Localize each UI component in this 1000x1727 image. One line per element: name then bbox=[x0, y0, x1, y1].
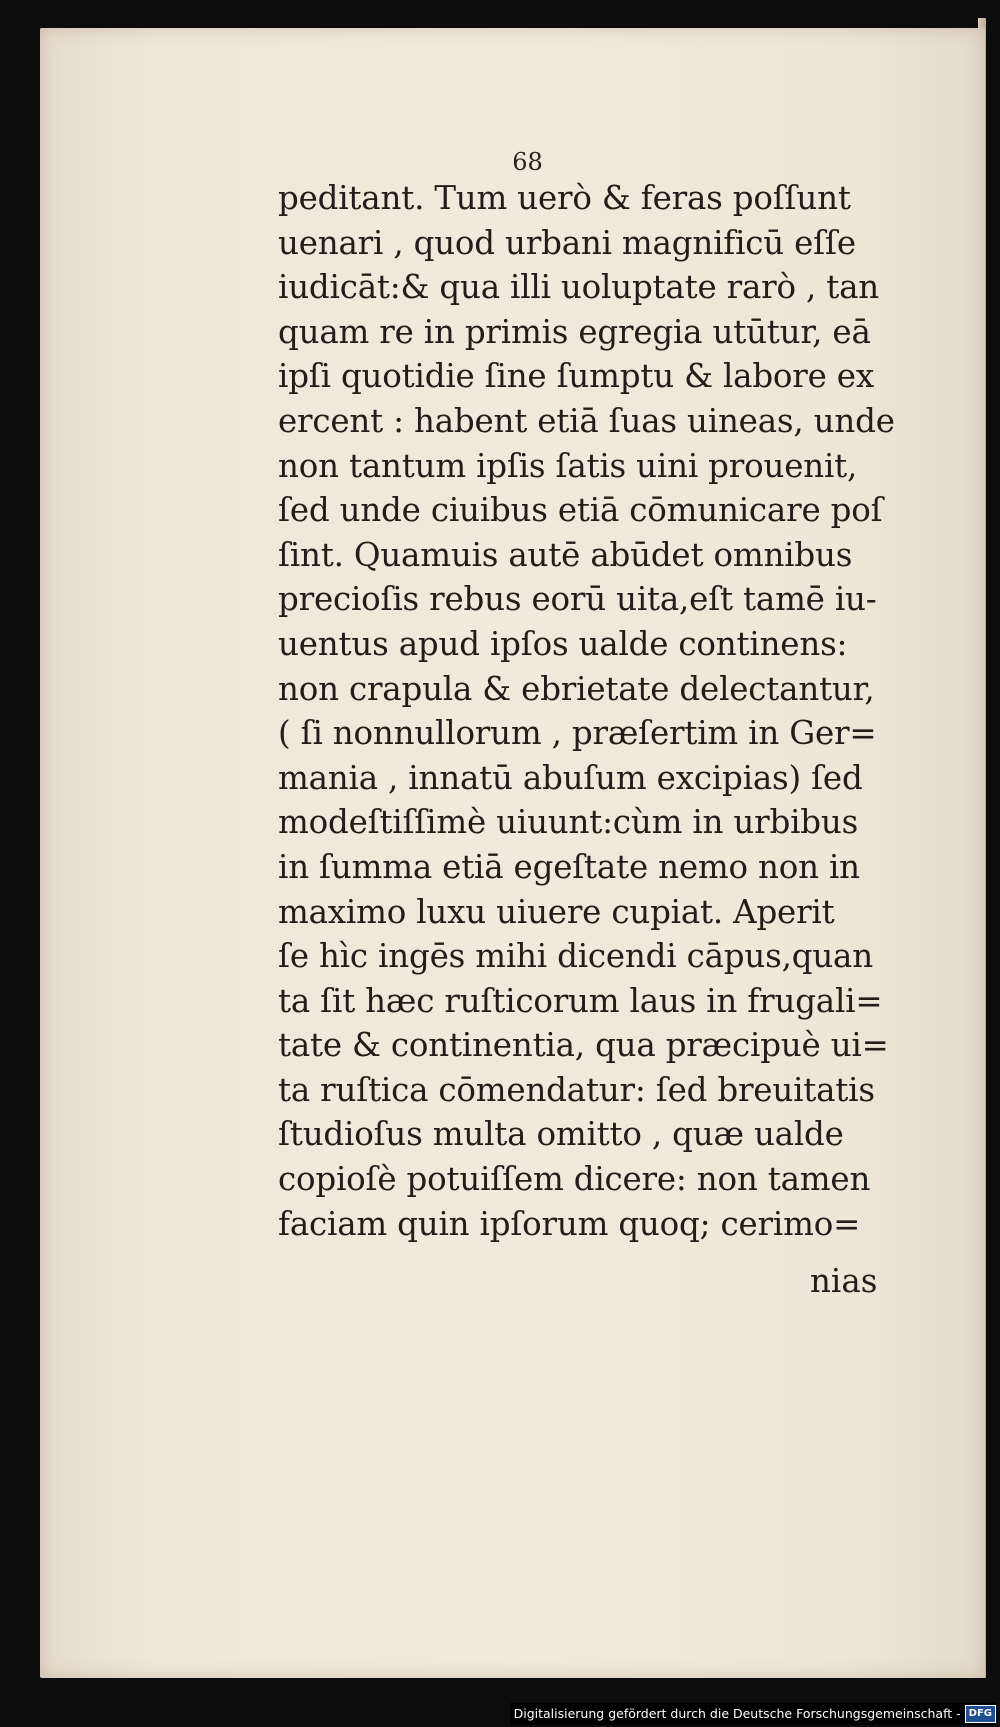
text-line: iudicāt:& qua illi uoluptate rarò , tan bbox=[278, 268, 879, 307]
text-line: ſtudioſus multa omitto , quæ ualde bbox=[278, 1115, 844, 1154]
text-line: ta ſit hæc ruſticorum laus in frugali= bbox=[278, 981, 883, 1020]
text-block bbox=[278, 176, 908, 1246]
page-number: 68 bbox=[512, 148, 543, 176]
text-line: copioſè potuiſſem dicere: non tamen bbox=[278, 1160, 871, 1199]
text-line: non tantum ipſis ſatis uini prouenit, bbox=[278, 446, 858, 485]
text-line: mania , innatū abuſum excipias) ſed bbox=[278, 758, 863, 797]
text-line: ercent : habent etiā ſuas uineas, unde bbox=[278, 401, 895, 440]
text-line: ſe hìc ingēs mihi dicendi cāpus,quan bbox=[278, 937, 873, 976]
text-line: peditant. Tum uerò & feras poſſunt bbox=[278, 179, 851, 217]
text-line: faciam quin ipſorum quoq; cerimo= bbox=[278, 1204, 861, 1243]
text-line: uentus apud ipſos ualde continens: bbox=[278, 624, 848, 663]
footer-credit: Digitalisierung gefördert durch die Deutsche Forschungsgemeinschaft - bbox=[513, 1706, 961, 1721]
text-line: maximo luxu uiuere cupiat. Aperit bbox=[278, 892, 835, 931]
text-line: tate & continentia, qua præcipuè ui= bbox=[278, 1026, 889, 1065]
text-line: in ſumma etiā egeſtate nemo non in bbox=[278, 847, 860, 886]
text-line: uenari , quod urbani magnificū eſſe bbox=[278, 223, 856, 262]
text-line: ſint. Quamuis autē abūdet omnibus bbox=[278, 535, 853, 574]
text-line: modeſtiſſimè uiuunt:cùm in urbibus bbox=[278, 803, 859, 842]
digitization-footer bbox=[510, 1703, 996, 1725]
catchword: nias bbox=[810, 1262, 878, 1300]
text-line: ipſi quotidie ſine ſumptu & labore ex bbox=[278, 357, 874, 396]
text-line: non crapula & ebrietate delectantur, bbox=[278, 669, 875, 708]
text-line: precioſis rebus eorū uita,eſt tamē iu- bbox=[278, 580, 877, 619]
text-line: quam re in primis egregia utūtur, eā bbox=[278, 312, 871, 351]
text-line: ſed unde ciuibus etiā cōmunicare poſ bbox=[278, 491, 883, 530]
dfg-logo-icon: DFG bbox=[965, 1705, 996, 1723]
text-line: ( ſi nonnullorum , præſertim in Ger= bbox=[278, 714, 877, 753]
text-line: ta ruſtica cōmendatur: ſed breuitatis bbox=[278, 1070, 875, 1109]
